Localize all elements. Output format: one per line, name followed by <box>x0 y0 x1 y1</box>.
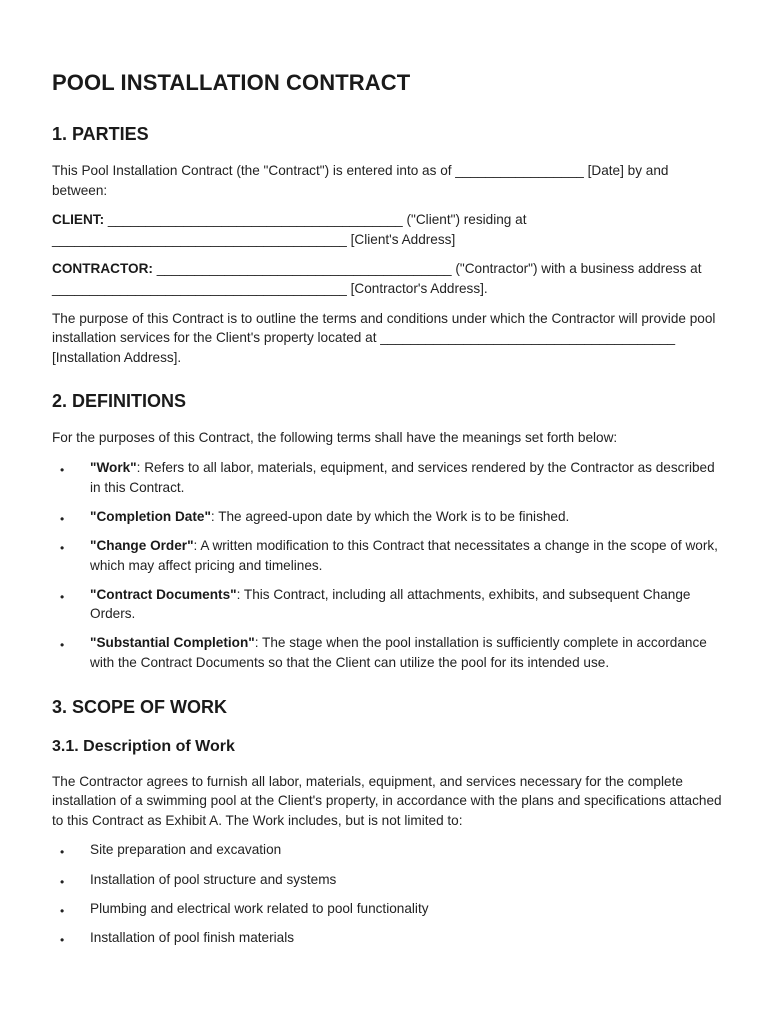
scope-item-text: Installation of pool finish materials <box>90 930 295 945</box>
document-page <box>52 70 722 972</box>
list-item <box>52 928 722 948</box>
client-text: _______________________________________ ("Client") residing at _______________________________________ [Client's Address] <box>52 212 527 247</box>
bullet-icon: • <box>60 845 65 860</box>
scope-item-text: Site preparation and excavation <box>90 842 282 858</box>
section-scope <box>52 697 722 948</box>
definition-text: : A written modification to this Contract that necessitates a change in the scope of work, which may affect pricing and timelines. <box>90 537 718 573</box>
bullet-icon: • <box>60 874 65 889</box>
bullet-icon: • <box>60 933 65 947</box>
definitions-list <box>52 458 722 673</box>
definition-text: : Refers to all labor, materials, equipment, and services rendered by the Contractor as described in this Contract. <box>90 459 715 495</box>
definition-term: "Substantial Completion" <box>90 635 255 651</box>
list-item <box>52 870 722 890</box>
list-item <box>52 633 722 672</box>
bullet-icon: • <box>60 638 65 653</box>
list-item <box>52 458 722 497</box>
definition-text: : This Contract, including all attachments, exhibits, and subsequent Change Orders. <box>90 586 691 622</box>
bullet-icon: • <box>60 462 65 477</box>
definition-term: "Contract Documents" <box>90 586 237 602</box>
client-label: CLIENT: <box>52 212 105 228</box>
bullet-icon: • <box>60 511 65 526</box>
definition-term: "Completion Date" <box>90 508 211 524</box>
section-heading-definitions: 2. DEFINITIONS <box>52 391 187 412</box>
scope-item-text: Plumbing and electrical work related to pool functionality <box>90 900 429 916</box>
section-definitions <box>52 391 722 672</box>
section-heading-parties: 1. PARTIES <box>52 124 149 144</box>
list-item <box>52 585 722 624</box>
contractor-text: _______________________________________ ("Contractor") with a business address at _______________________________________ [Contractor's Address]. <box>52 261 702 296</box>
scope-item-text: Installation of pool structure and systems <box>90 871 337 887</box>
list-item <box>52 536 722 575</box>
definition-term: "Work" <box>90 459 137 475</box>
scope-intro: The Contractor agrees to furnish all labor, materials, equipment, and services necessary for the complete installation of a swimming pool at the Client's property, in accordance with the plans and specifications attached to this Contract as Exhibit A. The Work includes, but is not limited to: <box>52 773 722 828</box>
contractor-label: CONTRACTOR: <box>52 261 153 277</box>
definition-term: "Change Order" <box>90 537 194 553</box>
list-item <box>52 899 722 919</box>
list-item <box>52 840 722 860</box>
section-heading-scope: 3. SCOPE OF WORK <box>52 696 228 717</box>
client-clause <box>52 210 722 249</box>
definition-text: : The stage when the pool installation is sufficiently complete in accordance with the Contract Documents so that the Client can utilize the pool for its intended use. <box>90 635 707 671</box>
parties-intro: This Pool Installation Contract (the "Contract") is entered into as of _________________ [Date] by and between: <box>52 163 669 198</box>
list-item <box>52 507 722 527</box>
section-parties <box>52 124 722 367</box>
definition-text: : The agreed-upon date by which the Work is to be finished. <box>210 508 570 524</box>
subsection-heading-description: 3.1. Description of Work <box>52 737 235 755</box>
bullet-icon: • <box>60 903 65 918</box>
bullet-icon: • <box>60 589 65 604</box>
contractor-clause <box>52 259 722 298</box>
scope-list <box>52 840 722 947</box>
definitions-intro: For the purposes of this Contract, the following terms shall have the meanings set forth below: <box>52 430 618 446</box>
document-title: POOL INSTALLATION CONTRACT <box>52 70 411 95</box>
purpose-paragraph: The purpose of this Contract is to outline the terms and conditions under which the Contractor will provide pool installation services for the Client's property located at _______________________________________ [Installation Address]. <box>52 310 716 365</box>
bullet-icon: • <box>60 540 65 555</box>
